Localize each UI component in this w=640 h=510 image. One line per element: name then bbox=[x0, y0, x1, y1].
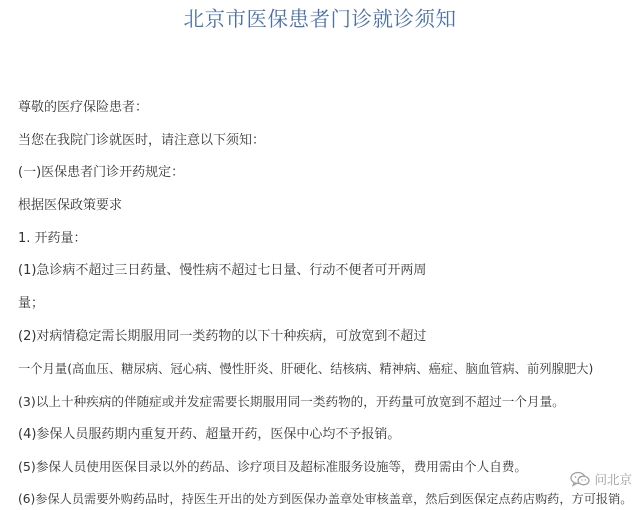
intro-line: 当您在我院门诊就医时，请注意以下须知： bbox=[18, 133, 266, 148]
watermark bbox=[570, 470, 632, 488]
rule-3-line: (3)以上十种疾病的伴随症或并发症需要长期服用同一类药物的，开药量可放宽到不超过一个月量。 bbox=[18, 394, 565, 409]
rule-4-line: (4)参保人员服药期内重复开药、超量开药，医保中心均不予报销。 bbox=[18, 427, 401, 442]
watermark-text: 问北京 bbox=[594, 472, 632, 487]
rule-5-line: (5)参保人员使用医保目录以外的药品、诊疗项目及超标准服务设施等，费用需由个人自费。 bbox=[18, 459, 527, 474]
greeting-line: 尊敬的医疗保险患者： bbox=[18, 100, 149, 115]
rule-2-cont-line: 一个月量(高血压、糖尿病、冠心病、慢性肝炎、肝硬化、结核病、精神病、癌症、脑血管病、前列腺肥大) bbox=[18, 362, 594, 376]
policy-line: 根据医保政策要求 bbox=[18, 198, 123, 213]
rule-2-line: (2)对病情稳定需长期服用同一类药物的以下十种疾病，可放宽到不超过 bbox=[18, 329, 427, 344]
section-heading: (一)医保患者门诊开药规定： bbox=[18, 165, 185, 180]
wechat-icon bbox=[570, 471, 590, 487]
item-heading: 1. 开药量： bbox=[18, 231, 87, 246]
rule-1-line: (1)急诊病不超过三日药量、慢性病不超过七日量、行动不便者可开两周 bbox=[18, 263, 427, 278]
rule-6-line: (6)参保人员需要外购药品时，持医生开出的处方到医保办盖章处审核盖章，然后到医保定点药店购药，方可报销。 bbox=[18, 492, 633, 506]
rule-1-cont-line: 量； bbox=[18, 296, 45, 311]
page-title: 北京市医保患者门诊就诊须知 bbox=[183, 7, 457, 31]
